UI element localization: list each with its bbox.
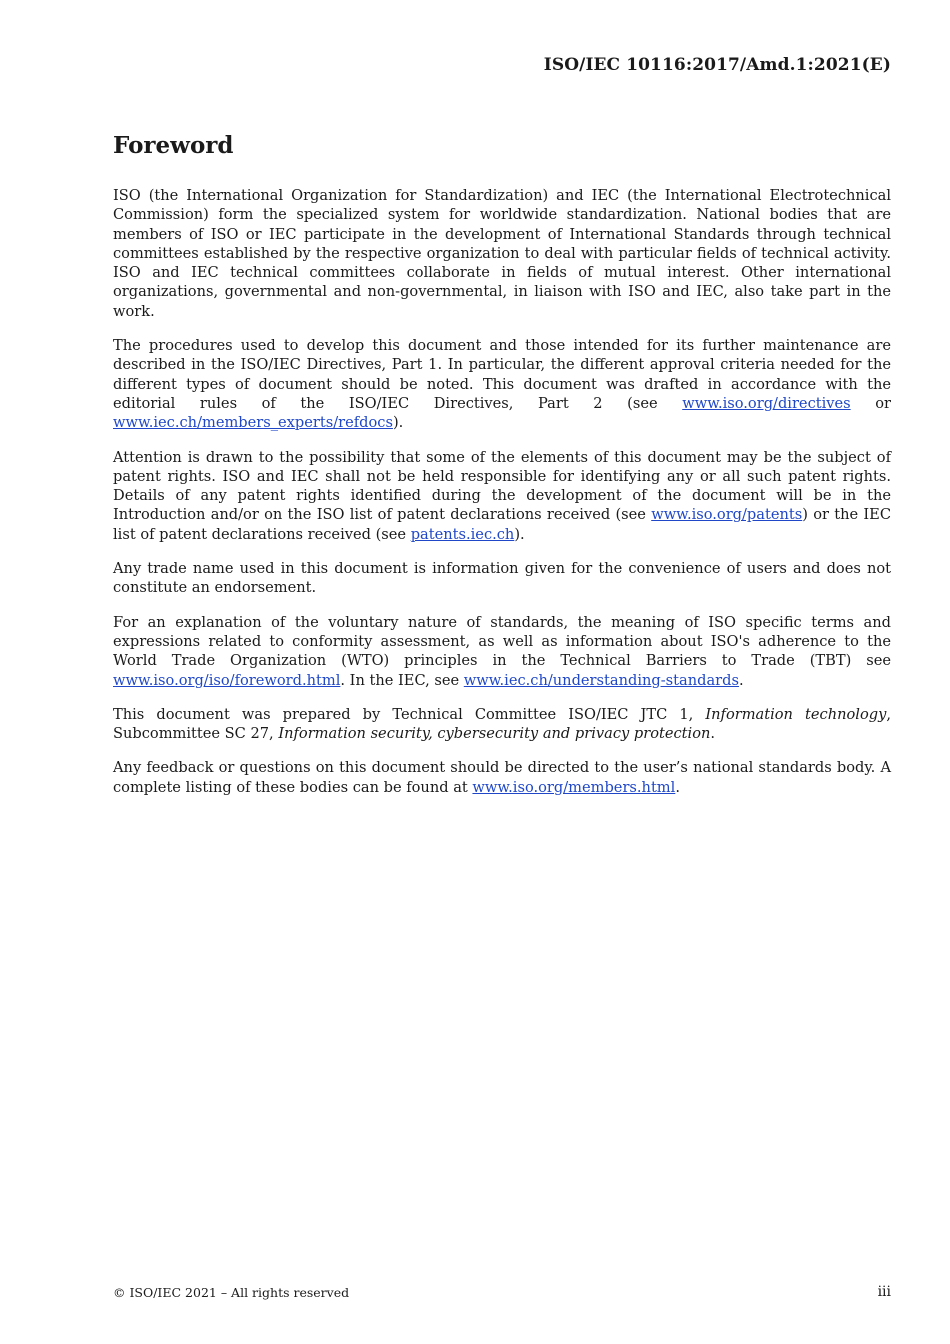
link-iec-understanding-standards[interactable]: www.iec.ch/understanding-standards (463, 671, 739, 689)
page-title: Foreword (113, 132, 234, 159)
page-number: iii (877, 1284, 891, 1300)
paragraph-prepared-by: This document was prepared by Technical Committee ISO/IEC JTC 1, Information technology, Subcommittee SC 27, Information security, cybersecurity and privacy protection. (113, 705, 891, 743)
committee-title: Information technology (705, 705, 887, 723)
document-identifier: ISO/IEC 10116:2017/Amd.1:2021(E) (543, 55, 891, 75)
link-iec-refdocs[interactable]: www.iec.ch/members_experts/refdocs (113, 414, 393, 432)
paragraph-trade-name: Any trade name used in this document is information given for the convenience of users and does not constitute an endorsement. (113, 560, 891, 597)
copyright-notice: © ISO/IEC 2021 – All rights reserved (113, 1285, 350, 1300)
paragraph-voluntary-nature: For an explanation of the voluntary nature of standards, the meaning of ISO specific terms and expressions related to conformity assessment, as well as information about ISO's adherence to the World Trade Organization (WTO) principles in the Technical Barriers to Trade (TBT) see www.iso.org/iso/foreword.html. In the IEC, see www.iec.ch/understanding-standards. (113, 613, 891, 689)
link-iec-patents[interactable]: patents.iec.ch (410, 525, 515, 543)
paragraph-organizations: ISO (the International Organization for Standardization) and IEC (the International Electrotechnical Commission) form the specialized system for worldwide standardization. National bodies that are members of ISO or IEC participate in the development of International Standards through technical committees established by the respective organization to deal with particular fields of technical activity. ISO and IEC technical committees collaborate in fields of mutual interest. Other international organizations, governmental and non-governmental, in liaison with ISO and IEC, also take part in the work. (113, 187, 891, 320)
paragraph-patents: Attention is drawn to the possibility that some of the elements of this document may be the subject of patent rights. ISO and IEC shall not be held responsible for identifying any or all such patent rights. Details of any patent rights identified during the development of the document will be in the Introduction and/or on the ISO list of patent declarations received (see www.iso.org/patents) or the IEC list of patent declarations received (see patents.iec.ch). (113, 448, 891, 543)
paragraph-procedures: The procedures used to develop this document and those intended for its further maintenance are described in the ISO/IEC Directives, Part 1. In particular, the different approval criteria needed for the different types of document should be noted. This document was drafted in accordance with the editorial rules of the ISO/IEC Directives, Part 2 (see www.iso.org/directives or www.iec.ch/members_experts/refdocs). (113, 337, 892, 432)
paragraph-feedback: Any feedback or questions on this document should be directed to the user’s national standards body. A complete listing of these bodies can be found at www.iso.org/members.html. (113, 759, 891, 796)
link-iso-directives[interactable]: www.iso.org/directives (682, 394, 851, 412)
link-iso-patents[interactable]: www.iso.org/patents (651, 506, 803, 524)
link-iso-foreword[interactable]: www.iso.org/iso/foreword.html (113, 671, 341, 689)
link-iso-members[interactable]: www.iso.org/members.html (472, 778, 676, 796)
subcommittee-title: Information security, cybersecurity and privacy protection (278, 725, 711, 743)
foreword-body (113, 186, 891, 812)
